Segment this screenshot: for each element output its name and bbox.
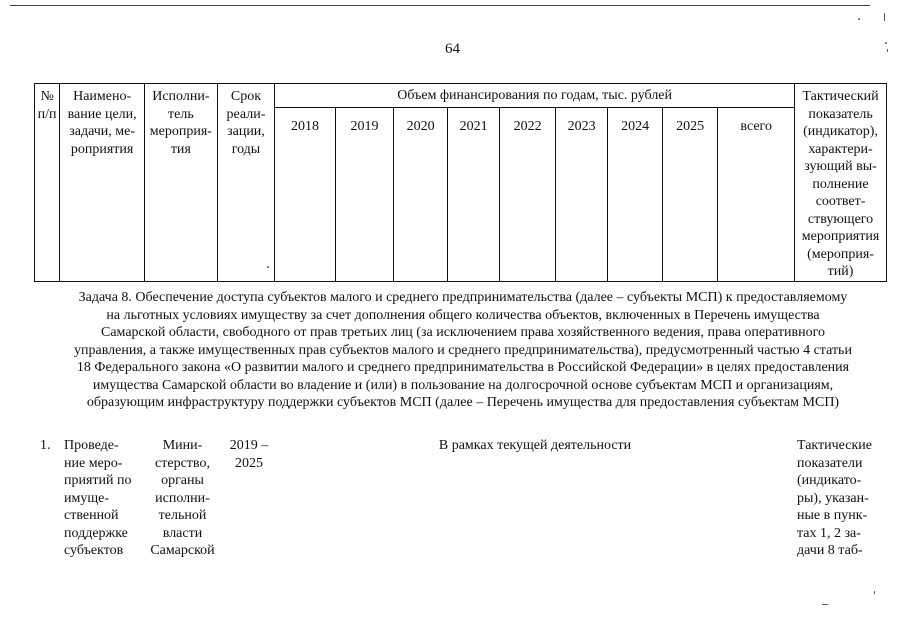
- row-indicator-line: Тактические: [797, 438, 872, 453]
- header-indicator-line: показатель: [808, 106, 873, 122]
- header-indicator-line: зующий вы-: [804, 159, 877, 174]
- header-executor-cell: [145, 84, 218, 282]
- header-indicator-line: Тактический: [802, 89, 879, 104]
- row-executor-line: Самарской: [150, 543, 215, 558]
- header-executor-line: тия: [170, 141, 191, 157]
- top-scan-line: [10, 5, 870, 6]
- row-financing-text: В рамках текущей деятельности: [438, 438, 632, 453]
- header-indicator-line: мероприятия: [801, 229, 880, 244]
- program-table-header: [34, 83, 887, 282]
- row-indicator-line: ры), указан-: [797, 490, 869, 506]
- header-executor-line: Исполни-: [152, 89, 210, 104]
- task-line: имущества Самарской области во владение и (или) в пользование на долгосрочной основе субъектам МСП и организациям,: [92, 377, 834, 393]
- row-indicator-line: дачи 8 таб-: [797, 543, 863, 558]
- header-name-line: задачи, ме-: [69, 124, 136, 139]
- header-indicator-line: характери-: [808, 141, 873, 157]
- row-name-line: Проведе-: [64, 438, 119, 453]
- task-line: на льготных условиях имуществу за счет дополнения общего количества объектов, включенных в Перечень имущества: [106, 307, 820, 323]
- header-year-2023: 2023: [555, 108, 607, 282]
- row-executor-line: Мини-: [162, 438, 203, 453]
- header-year-2021: 2021: [447, 108, 499, 282]
- header-num-line: №: [40, 89, 54, 104]
- header-year-2025: 2025: [662, 108, 718, 282]
- row-term-cell: [224, 437, 274, 472]
- row-name-line: субъектов: [64, 543, 124, 558]
- header-indicator-line: (индикатор),: [803, 124, 878, 139]
- header-executor-line: тель: [168, 106, 194, 122]
- row-executor-line: власти: [162, 525, 203, 541]
- row-indicator-line: тах 1, 2 за-: [797, 525, 861, 541]
- row-name-line: имуще-: [64, 490, 110, 506]
- row-executor-cell: [145, 437, 220, 560]
- header-name-line: Наимено-: [73, 89, 132, 104]
- header-term-line: реали-: [226, 106, 266, 122]
- row-indicator-line: ные в пунк-: [797, 508, 868, 523]
- row-indicator-cell: [797, 437, 887, 560]
- header-indicator-line: ствующего: [807, 211, 874, 227]
- header-term-line: Срок: [230, 89, 262, 104]
- header-year-2019: 2019: [335, 108, 394, 282]
- row-executor-line: исполни-: [155, 490, 210, 506]
- row-name-line: ственной: [64, 508, 119, 523]
- header-num-line: п/п: [37, 106, 57, 122]
- header-indicator-cell: [795, 84, 887, 282]
- header-indicator-line: (мероприя-: [807, 246, 874, 262]
- row-indicator-line: показатели: [797, 455, 863, 471]
- header-term-cell: [217, 84, 275, 282]
- header-name-line: роприятия: [70, 141, 134, 157]
- header-term-line: зации,: [227, 124, 265, 139]
- header-year-2020: 2020: [394, 108, 448, 282]
- header-total: всего: [718, 108, 795, 282]
- row-name-cell: [64, 437, 142, 560]
- header-name-line: вание цели,: [67, 106, 137, 122]
- row-executor-line: органы: [161, 473, 204, 488]
- header-year-2024: 2024: [608, 108, 663, 282]
- row-name-line: приятий по: [64, 473, 132, 488]
- header-name-cell: [60, 84, 145, 282]
- header-financing-title: Объем финансирования по годам, тыс. рублей: [275, 84, 795, 108]
- task-line: Задача 8. Обеспечение доступа субъектов малого и среднего предпринимательства (далее – субъекты МСП) к предоставляемому: [78, 290, 848, 305]
- row-number: 1.: [40, 438, 51, 453]
- header-term-line: годы: [231, 141, 261, 157]
- task-line: управления, а также имущественных прав субъектов малого и среднего предпринимательства), предусмотренный частью 4 статьи: [74, 342, 852, 358]
- row-indicator-line: (индикато-: [797, 473, 862, 488]
- task-8-text: [38, 289, 888, 412]
- task-line: Самарской области, свободного от прав третьих лиц (за исключением права хозяйственного ведения, права оперативного: [101, 325, 825, 340]
- row-executor-line: тельной: [158, 508, 207, 523]
- header-year-2022: 2022: [500, 108, 556, 282]
- page-number: 64: [445, 41, 460, 57]
- header-num-cell: [35, 84, 60, 282]
- header-indicator-line: тий): [827, 264, 854, 279]
- row-executor-line: стерство,: [155, 455, 210, 471]
- task-line: 18 Федерального закона «О развитии малого и среднего предпринимательства в Российской Федерации» в целях предоставления: [76, 360, 850, 375]
- header-year-2018: 2018: [275, 108, 336, 282]
- header-indicator-line: полнение: [812, 176, 869, 192]
- row-name-line: ние меро-: [64, 455, 123, 471]
- header-indicator-line: соответ-: [815, 194, 866, 209]
- header-executor-line: мероприя-: [149, 124, 212, 139]
- task-line: образующим инфраструктуру поддержки субъектов МСП (далее – Перечень имущества для предоставления субъектам МСП): [86, 395, 840, 410]
- row-term-line: 2019 –: [229, 438, 269, 453]
- row-name-line: поддержке: [64, 525, 128, 541]
- row-term-line: 2025: [235, 455, 263, 471]
